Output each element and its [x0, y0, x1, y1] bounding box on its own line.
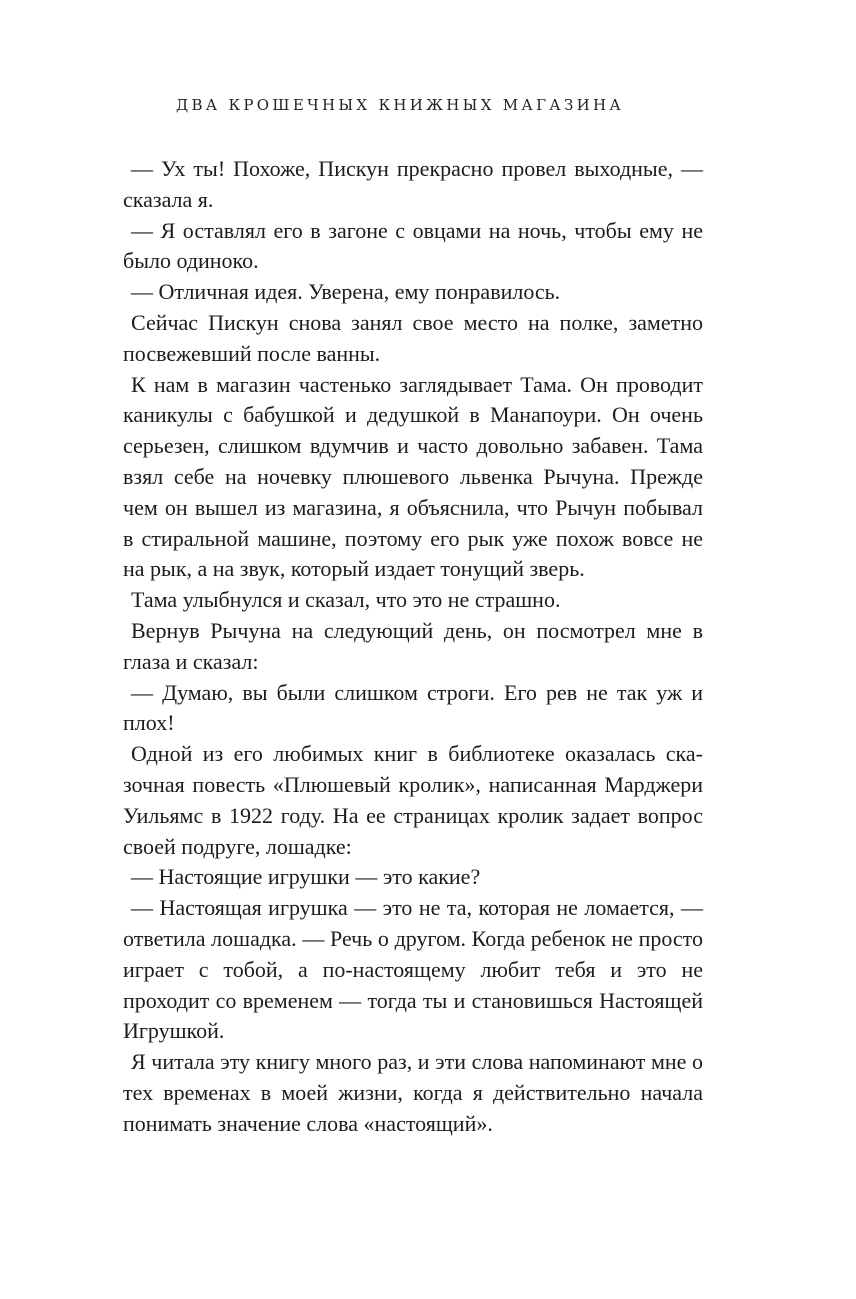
paragraph: Тама улыбнулся и сказал, что это не страшно.: [131, 587, 561, 613]
paragraph: — Настоящая игрушка — это не та, которая не ломается, — ответила лошадка. — Речь о другом. Когда ребенок не просто играет с тобой, а по-настоящему любит тебя и это не проходит со временем — тогда ты и становишься Настоящей Игрушкой.: [123, 895, 703, 1044]
paragraph: Вернув Рычуна на следующий день, он посмотрел мне в глаза и сказал:: [123, 617, 703, 674]
paragraph: — Я оставлял его в загоне с овцами на ночь, чтобы ему не было одиноко.: [123, 217, 703, 274]
running-header: ДВА КРОШЕЧНЫХ КНИЖНЫХ МАГАЗИНА: [175, 96, 625, 114]
paragraph: Сейчас Пискун снова занял свое место на полке, заметно посвежевший после ванны.: [123, 309, 703, 366]
paragraph: — Ух ты! Похоже, Пискун прекрасно провел выходные, — сказала я.: [123, 156, 703, 212]
paragraph: К нам в магазин частенько заглядывает Тама. Он проводит каникулы с бабушкой и дедушкой в Манапоури. Он очень серьезен, слишком вдумчив и часто довольно забавен. Тама взял себе на ночевку плюшевого львенка Рычуна. Прежде чем он вышел из магазина, я объяснила, что Рычун побывал в стиральной машине, поэтому его рык уже похож вовсе не на рык, а на звук, который издает тонущий зверь.: [123, 371, 703, 582]
paragraph: Я читала эту книгу много раз, и эти слова напоминают мне о тех временах в моей жизни, когда я действительно начала понимать значение слова «настоящий».: [123, 1049, 703, 1136]
body-text: [123, 154, 703, 1140]
paragraph: — Отличная идея. Уверена, ему понравилось.: [131, 279, 561, 305]
paragraph: — Настоящие игрушки — это какие?: [131, 864, 481, 890]
paragraph: — Думаю, вы были слишком строги. Его рев не так уж и плох!: [123, 679, 703, 736]
paragraph: Одной из его любимых книг в библиотеке оказалась сказочная повесть «Плюшевый кролик», написанная Марджери Уильямс в 1922 году. На ее страницах кролик задает вопрос своей подруге, лошадке:: [123, 741, 703, 859]
